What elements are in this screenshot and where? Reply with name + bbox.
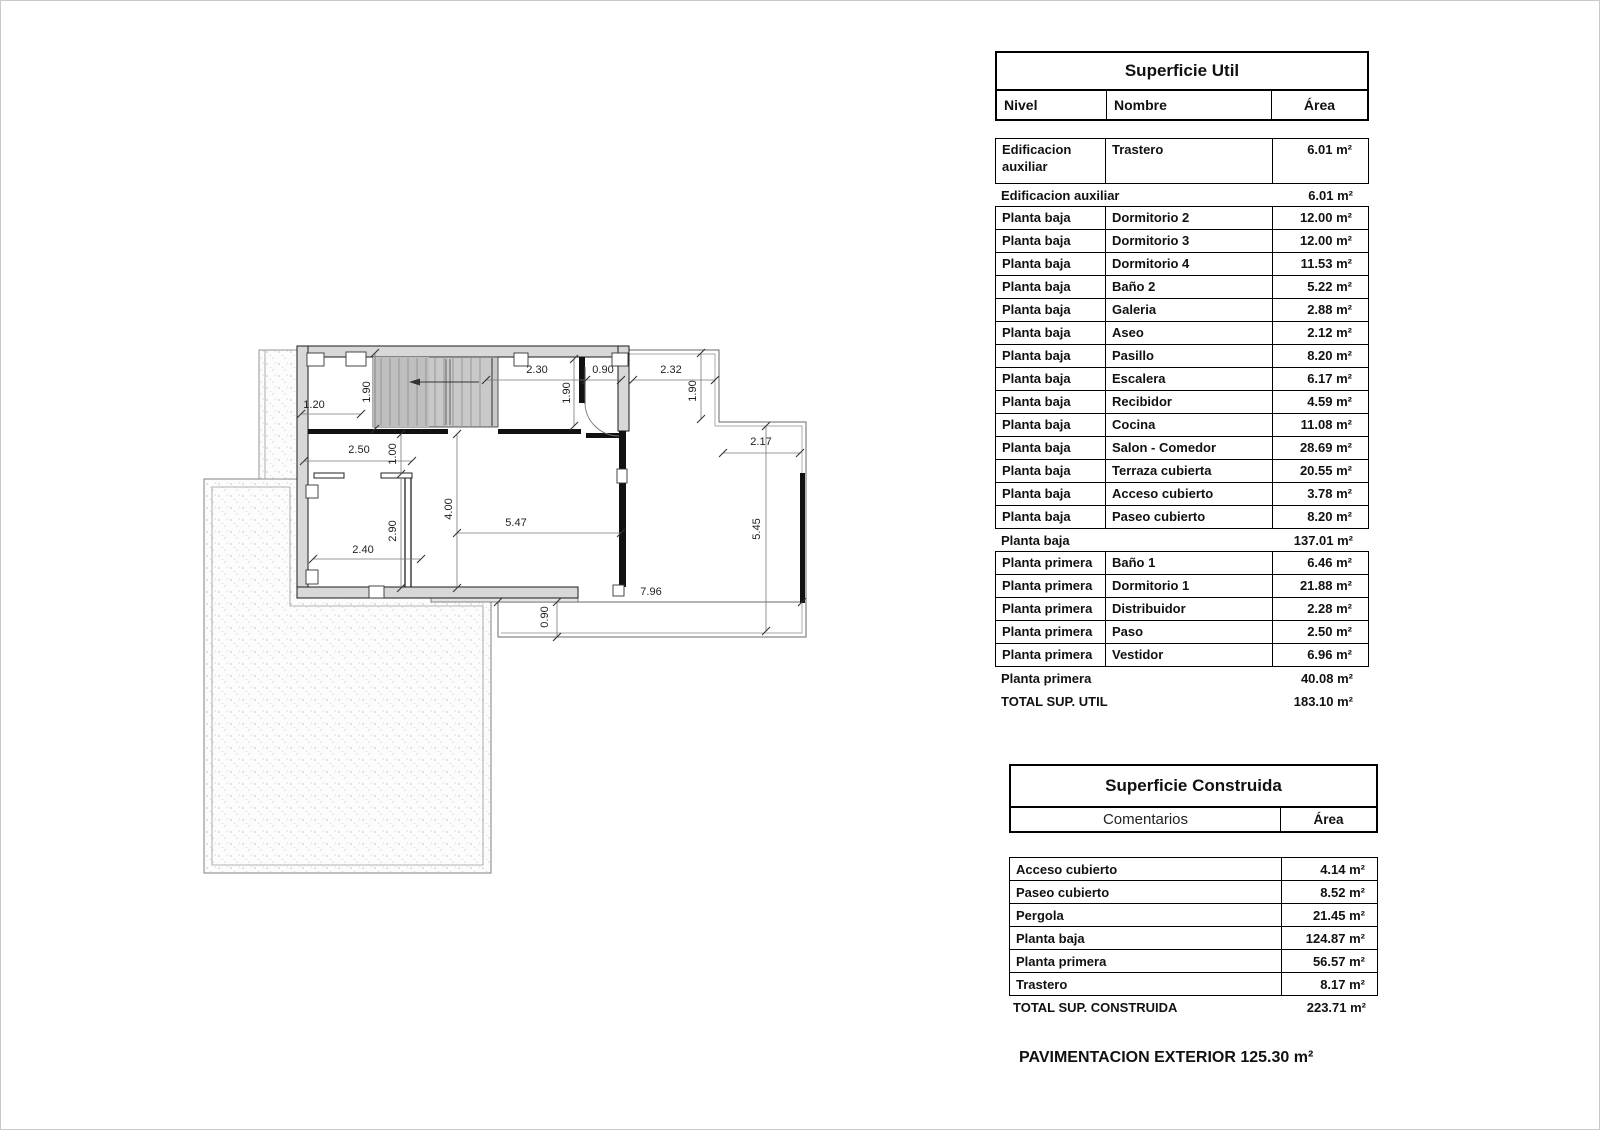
superficie-construida-header bbox=[1009, 764, 1378, 833]
superficie-construida-table bbox=[1009, 764, 1378, 1019]
exterior-paving bbox=[204, 350, 491, 873]
dimension-label: 1.90 bbox=[561, 382, 573, 404]
util-summary-row: Planta baja 137.01 m² bbox=[1001, 533, 1353, 548]
floor-plan-drawing bbox=[181, 316, 826, 891]
util-row: Planta baja Escalera 6.17 m² bbox=[995, 367, 1369, 391]
column-header-area: Área bbox=[1303, 97, 1336, 113]
construida-row: Planta primera 56.57 m² bbox=[1009, 949, 1378, 973]
util-row: Planta primera Baño 1 6.46 m² bbox=[995, 551, 1369, 575]
dimension-label: 2.40 bbox=[352, 544, 374, 556]
superficie-util-header bbox=[995, 51, 1369, 121]
superficie-util-title: Superficie Util bbox=[997, 53, 1367, 91]
dimension-label: 2.90 bbox=[387, 520, 399, 542]
util-row: Planta baja Terraza cubierta 20.55 m² bbox=[995, 459, 1369, 483]
util-row: Planta baja Salon - Comedor 28.69 m² bbox=[995, 436, 1369, 460]
util-row: Planta baja Dormitorio 2 12.00 m² bbox=[995, 206, 1369, 230]
util-row: Planta primera Vestidor 6.96 m² bbox=[995, 643, 1369, 667]
dimension-label: 4.00 bbox=[443, 498, 455, 520]
column-header-area2: Área bbox=[1313, 812, 1344, 827]
util-row: Planta primera Dormitorio 1 21.88 m² bbox=[995, 574, 1369, 598]
construida-total-row: TOTAL SUP. CONSTRUIDA 223.71 m² bbox=[1013, 1000, 1366, 1015]
dimension-label: 2.50 bbox=[348, 444, 370, 456]
dimension-label: 7.96 bbox=[640, 586, 662, 598]
floor-plan bbox=[181, 316, 826, 891]
superficie-construida-body bbox=[1009, 857, 1378, 1019]
dimension-label: 2.32 bbox=[660, 364, 682, 376]
dimension-label: 1.90 bbox=[687, 380, 699, 402]
staircase bbox=[373, 357, 498, 427]
util-row: Edificacion auxiliar Trastero 6.01 m² bbox=[995, 138, 1369, 184]
util-summary-row: Planta primera 40.08 m² bbox=[1001, 671, 1353, 686]
door-swing bbox=[585, 367, 619, 436]
util-row: Planta baja Dormitorio 3 12.00 m² bbox=[995, 229, 1369, 253]
util-row: Planta baja Recibidor 4.59 m² bbox=[995, 390, 1369, 414]
util-row: Planta baja Aseo 2.12 m² bbox=[995, 321, 1369, 345]
construida-row: Paseo cubierto 8.52 m² bbox=[1009, 880, 1378, 904]
construida-row: Pergola 21.45 m² bbox=[1009, 903, 1378, 927]
dimension-label: 2.17 bbox=[750, 436, 772, 448]
dimension-label: 5.47 bbox=[505, 517, 527, 529]
dimension-label: 0.90 bbox=[592, 364, 614, 376]
util-row: Planta baja Paseo cubierto 8.20 m² bbox=[995, 505, 1369, 529]
dimension-label: 1.90 bbox=[361, 381, 373, 403]
util-row: Planta primera Distribuidor 2.28 m² bbox=[995, 597, 1369, 621]
dimension-label: 1.00 bbox=[387, 443, 399, 465]
column-header-comentarios: Comentarios bbox=[1011, 808, 1281, 831]
util-row: Planta primera Paso 2.50 m² bbox=[995, 620, 1369, 644]
dimension-label: 0.90 bbox=[539, 606, 551, 628]
column-header-nombre: Nombre bbox=[1107, 91, 1272, 119]
util-row: Planta baja Baño 2 5.22 m² bbox=[995, 275, 1369, 299]
util-total-row: TOTAL SUP. UTIL 183.10 m² bbox=[1001, 694, 1353, 709]
construida-row: Planta baja 124.87 m² bbox=[1009, 926, 1378, 950]
construida-row: Trastero 8.17 m² bbox=[1009, 972, 1378, 996]
util-summary-row: Edificacion auxiliar 6.01 m² bbox=[1001, 188, 1353, 203]
dimension-label: 2.30 bbox=[526, 364, 548, 376]
superficie-util-body bbox=[995, 138, 1369, 713]
util-row: Planta baja Cocina 11.08 m² bbox=[995, 413, 1369, 437]
superficie-construida-title: Superficie Construida bbox=[1011, 766, 1376, 808]
dimension-label: 1.20 bbox=[303, 399, 325, 411]
util-row: Planta baja Galeria 2.88 m² bbox=[995, 298, 1369, 322]
util-row: Planta baja Acceso cubierto 3.78 m² bbox=[995, 482, 1369, 506]
column-header-nivel: Nivel bbox=[997, 91, 1107, 119]
construida-row: Acceso cubierto 4.14 m² bbox=[1009, 857, 1378, 881]
dimension-label: 5.45 bbox=[751, 518, 763, 540]
util-row: Planta baja Pasillo 8.20 m² bbox=[995, 344, 1369, 368]
superficie-util-table bbox=[995, 51, 1369, 713]
pavimentacion-exterior-note: PAVIMENTACION EXTERIOR 125.30 m² bbox=[1019, 1049, 1314, 1066]
util-row: Planta baja Dormitorio 4 11.53 m² bbox=[995, 252, 1369, 276]
